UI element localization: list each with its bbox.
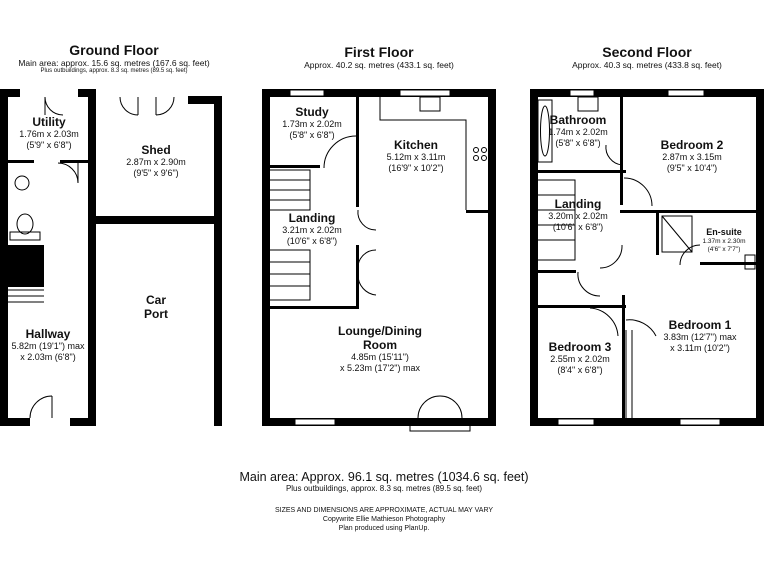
- room-ensuite: [692, 227, 756, 254]
- room-first-landing: [274, 211, 350, 246]
- room-bedroom-1-name: Bedroom 1: [668, 318, 732, 332]
- room-utility-name: Utility: [32, 115, 66, 129]
- room-hallway-name: Hallway: [25, 327, 71, 341]
- room-bedroom-2-name: Bedroom 2: [660, 138, 724, 152]
- room-lounge: [310, 324, 450, 373]
- room-kitchen: [368, 138, 464, 173]
- room-lounge-dim-2: x 5.23m (17'2") max: [340, 362, 420, 373]
- second-floor-header: [530, 44, 764, 70]
- ground-floor-area: Main area: approx. 15.6 sq. metres (167.6 sq. feet): [18, 58, 210, 68]
- room-study-dim-m: 1.73m x 2.02m: [282, 119, 342, 129]
- room-bathroom-dim-ft: (5'8" x 6'8"): [555, 137, 601, 148]
- room-ensuite-dim-ft: (4'6" x 7'7"): [707, 246, 741, 253]
- footer-copyright: Copywrite Ellie Mathieson Photography: [322, 516, 446, 523]
- room-car-port-name-2: Port: [144, 307, 168, 321]
- footer-outbuildings: Plus outbuildings, approx. 8.3 sq. metres (89.5 sq. feet): [285, 484, 483, 493]
- room-kitchen-dim-ft: (16'9" x 10'2"): [388, 162, 444, 173]
- room-bathroom-dim-m: 1.74m x 2.02m: [548, 127, 608, 137]
- room-second-landing-name: Landing: [554, 197, 602, 211]
- room-bedroom-1-dim-1: 3.83m (12'7") max: [663, 332, 737, 342]
- room-car-port: [98, 293, 214, 321]
- room-bedroom-1: [648, 318, 752, 353]
- room-car-port-name-1: Car: [145, 293, 166, 307]
- first-floor-area: Approx. 40.2 sq. metres (433.1 sq. feet): [304, 60, 454, 70]
- room-hallway-dim-2: x 2.03m (6'8"): [20, 351, 76, 362]
- room-ensuite-name: En-suite: [706, 227, 742, 237]
- room-shed-dim-m: 2.87m x 2.90m: [126, 157, 186, 167]
- room-second-landing-dim-m: 3.20m x 2.02m: [548, 211, 608, 221]
- ground-floor-outbuildings: Plus outbuildings, approx. 8.3 sq. metres (89.5 sq. feet): [40, 68, 188, 74]
- second-floor-title: Second Floor: [602, 44, 692, 60]
- first-floor-header: [262, 44, 496, 70]
- ground-floor-header: [0, 42, 228, 75]
- room-bedroom-3-dim-m: 2.55m x 2.02m: [550, 354, 610, 364]
- room-shed-name: Shed: [141, 143, 171, 157]
- room-bedroom-3-name: Bedroom 3: [548, 340, 612, 354]
- room-kitchen-dim-m: 5.12m x 3.11m: [386, 152, 446, 162]
- room-bedroom-1-dim-2: x 3.11m (10'2"): [670, 342, 730, 353]
- room-bathroom-name: Bathroom: [549, 113, 607, 127]
- room-utility: [10, 115, 88, 150]
- room-study-name: Study: [295, 105, 329, 119]
- room-utility-dim-m: 1.76m x 2.03m: [19, 129, 79, 139]
- plan-footer: [150, 470, 618, 533]
- room-lounge-name-1: Lounge/Dining: [338, 324, 422, 338]
- room-bedroom-2: [640, 138, 744, 173]
- room-second-landing: [538, 197, 618, 232]
- room-first-landing-dim-ft: (10'6" x 6'8"): [286, 235, 338, 246]
- room-study: [270, 105, 354, 140]
- room-lounge-dim-1: 4.85m (15'11"): [351, 352, 409, 362]
- room-first-landing-name: Landing: [288, 211, 336, 225]
- footer-produced: Plan produced using PlanUp.: [338, 525, 430, 532]
- room-hallway: [6, 327, 90, 362]
- room-bedroom-3: [538, 340, 622, 375]
- room-bedroom-2-dim-ft: (9'5" x 10'4"): [666, 162, 718, 173]
- room-bathroom: [538, 113, 618, 148]
- ground-floor-title: Ground Floor: [69, 42, 159, 58]
- room-lounge-name-2: Room: [363, 338, 397, 352]
- room-shed: [98, 143, 214, 178]
- room-utility-dim-ft: (5'9" x 6'8"): [26, 139, 72, 150]
- room-kitchen-name: Kitchen: [393, 138, 438, 152]
- room-bedroom-3-dim-ft: (8'4" x 6'8"): [557, 364, 603, 375]
- footer-disclaimer: SIZES AND DIMENSIONS ARE APPROXIMATE, ACTUAL MAY VARY: [274, 507, 494, 514]
- room-second-landing-dim-ft: (10'6" x 6'8"): [552, 221, 604, 232]
- room-hallway-dim-1: 5.82m (19'1") max: [11, 341, 85, 351]
- room-bedroom-2-dim-m: 2.87m x 3.15m: [662, 152, 722, 162]
- footer-main-area: Main area: Approx. 96.1 sq. metres (1034.6 sq. feet): [239, 470, 529, 484]
- room-shed-dim-ft: (9'5" x 9'6"): [133, 167, 179, 178]
- room-ensuite-dim-m: 1.37m x 2.30m: [702, 238, 746, 245]
- second-floor-area: Approx. 40.3 sq. metres (433.8 sq. feet): [572, 60, 722, 70]
- room-study-dim-ft: (5'8" x 6'8"): [289, 129, 335, 140]
- room-first-landing-dim-m: 3.21m x 2.02m: [282, 225, 342, 235]
- first-floor-title: First Floor: [344, 44, 414, 60]
